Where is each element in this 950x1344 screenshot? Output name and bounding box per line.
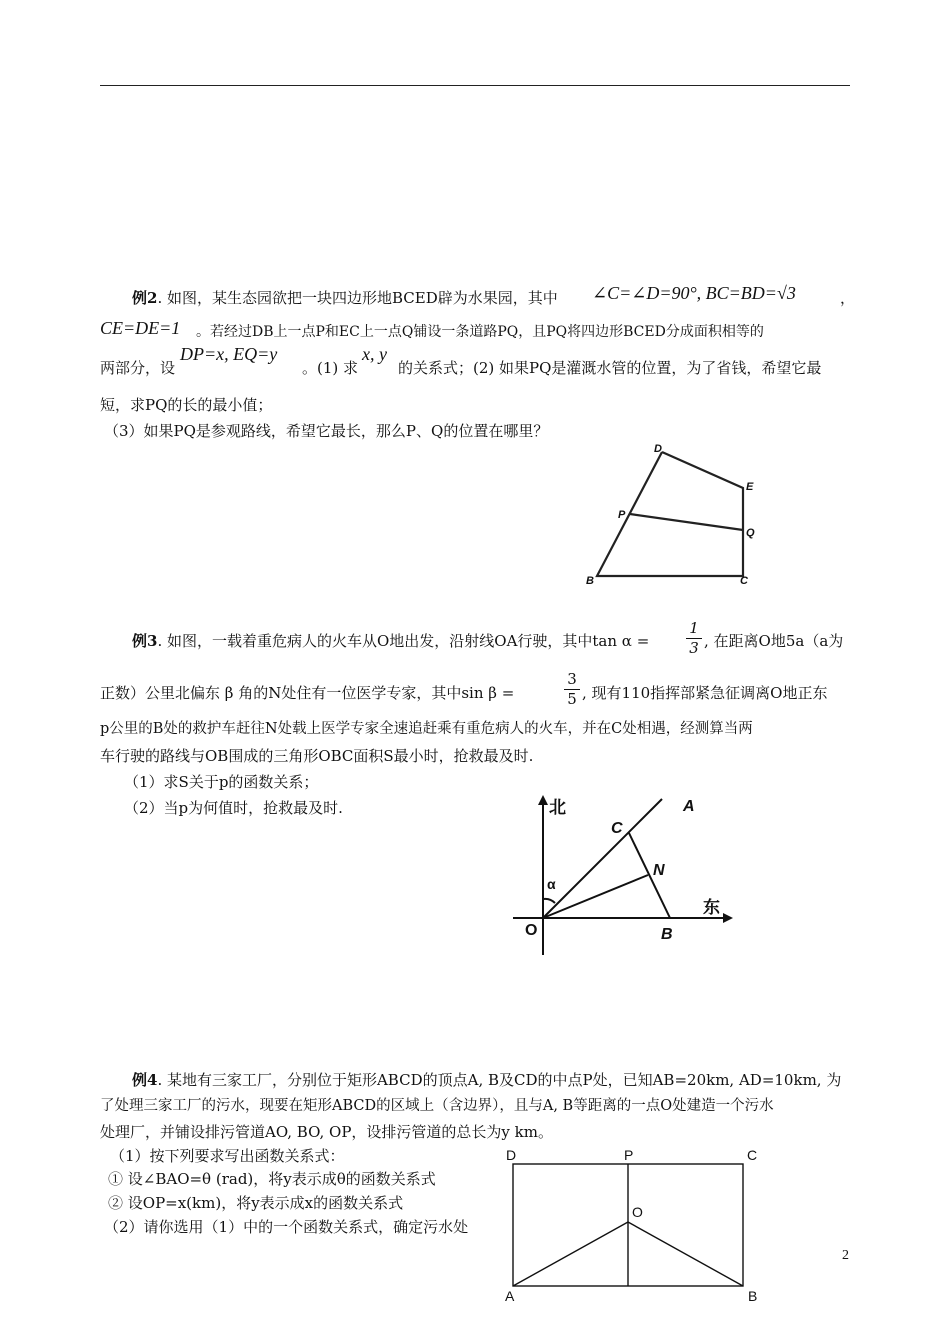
ex3-line1b: , 在距离O地5a（a为 [704,632,844,650]
label-p: P [618,509,626,521]
label-north: 北 [549,798,566,817]
page-number: 2 [842,1248,849,1263]
sin-denominator: 5 [567,690,577,708]
ex4-rectangle-figure [500,1142,800,1311]
label-n: N [653,862,665,879]
label-d: D [654,443,662,455]
ex2-line4: 短，求PQ的长的最小值； [100,396,273,414]
north-arrow [538,795,548,805]
ex2-comma: ， [840,289,856,307]
ex3-sin-fraction [564,670,580,709]
tan-denominator: 3 [689,639,699,657]
ex3-tan-fraction [686,619,702,658]
ex2-vars: x, y [362,344,387,364]
label-p: P [624,1147,634,1163]
ex3-q2: （2）当p为何值时，抢救最及时. [124,799,343,817]
ex2-line5: （3）如果PQ是参观路线，希望它最长，那么P、Q的位置在哪里？ [104,422,549,440]
angle-alpha-arc [543,899,555,903]
label-o: O [525,922,538,939]
label-c: C [740,575,748,587]
ex3-line3: p公里的B处的救护车赶往N处载上医学专家全速追赶乘有重危病人的火车，并在C处相遇，经测算当两 [100,721,753,737]
ex3-line4: 车行驶的路线与OB围成的三角形OBC面积S最小时，抢救最及时. [100,747,534,765]
label-o: O [632,1204,643,1220]
ex2-line3c: 的关系式；(2) 如果PQ是灌溉水管的位置，为了省钱，希望它最 [398,359,822,377]
label-a: A [683,798,695,815]
ex3-q1: （1）求S关于p的函数关系； [124,773,319,791]
label-alpha: α [547,876,556,892]
ex2-quadrilateral-figure [580,430,780,604]
ex4-line1: 例4. 某地有三家工厂，分别位于矩形ABCD的顶点A, B及CD的中点P处，已知AB=20km, AD=10km, 为 [132,1071,842,1089]
segment-pq [630,514,743,530]
label-c: C [611,820,623,837]
ex2-line3a: 两部分，设 [100,359,176,377]
ex2-condition-sides: CE=DE=1 [100,318,181,338]
ex3-coordinate-figure [505,795,740,974]
ex3-line1a: 例3. 如图，一载着重危病人的火车从O地出发，沿射线OA行驶，其中tan α = [132,632,650,650]
label-b: B [586,575,594,587]
ex4-q1b: ② 设OP=x(km)，将y表示成x的函数关系式 [108,1194,404,1212]
label-q: Q [746,527,755,539]
ex3-line2b: , 现有110指挥部紧急征调离O地正东 [582,684,828,702]
ex2-line1: 例2. 如图，某生态园欲把一块四边形地BCED辟为水果园，其中 [132,289,558,307]
ex4-line2: 了处理三家工厂的污水，现要在矩形ABCD的区域上（含边界），且与A, B等距离的一点O处建造一个污水 [100,1098,774,1114]
segment-on [543,875,648,918]
label-c: C [747,1147,758,1163]
label-e: E [746,481,754,493]
label-east: 东 [703,898,720,917]
ex4-q1: （1）按下列要求写出函数关系式： [110,1147,345,1165]
east-arrow [723,913,733,923]
ex2-line3b: 。(1) 求 [302,359,359,377]
ex2-condition-angles: ∠C=∠D=90°, BC=BD=√3 [592,283,796,303]
ex2-condition-vars: DP=x, EQ=y [180,344,278,364]
label-b: B [748,1288,758,1304]
segment-ao [513,1222,628,1286]
ex4-q1a: ① 设∠BAO=θ (rad)，将y表示成θ的函数关系式 [108,1170,436,1188]
ex4-q2: （2）请你选用（1）中的一个函数关系式，确定污水处 [104,1218,469,1236]
label-d: D [506,1147,517,1163]
ex2-line2: 。若经过DB上一点P和EC上一点Q铺设一条道路PQ，且PQ将四边形BCED分成面积相等的 [196,324,764,340]
ex3-line2a: 正数）公里北偏东 β 角的N处住有一位医学专家，其中sin β = [100,684,515,702]
label-a: A [505,1288,515,1304]
segment-bo [628,1222,743,1286]
header-rule [100,85,850,86]
label-b: B [661,926,673,943]
ex4-line3: 处理厂，并铺设排污管道AO, BO, OP，设排污管道的总长为y km。 [100,1123,553,1141]
sin-numerator: 3 [564,670,580,690]
tan-numerator: 1 [686,619,702,639]
